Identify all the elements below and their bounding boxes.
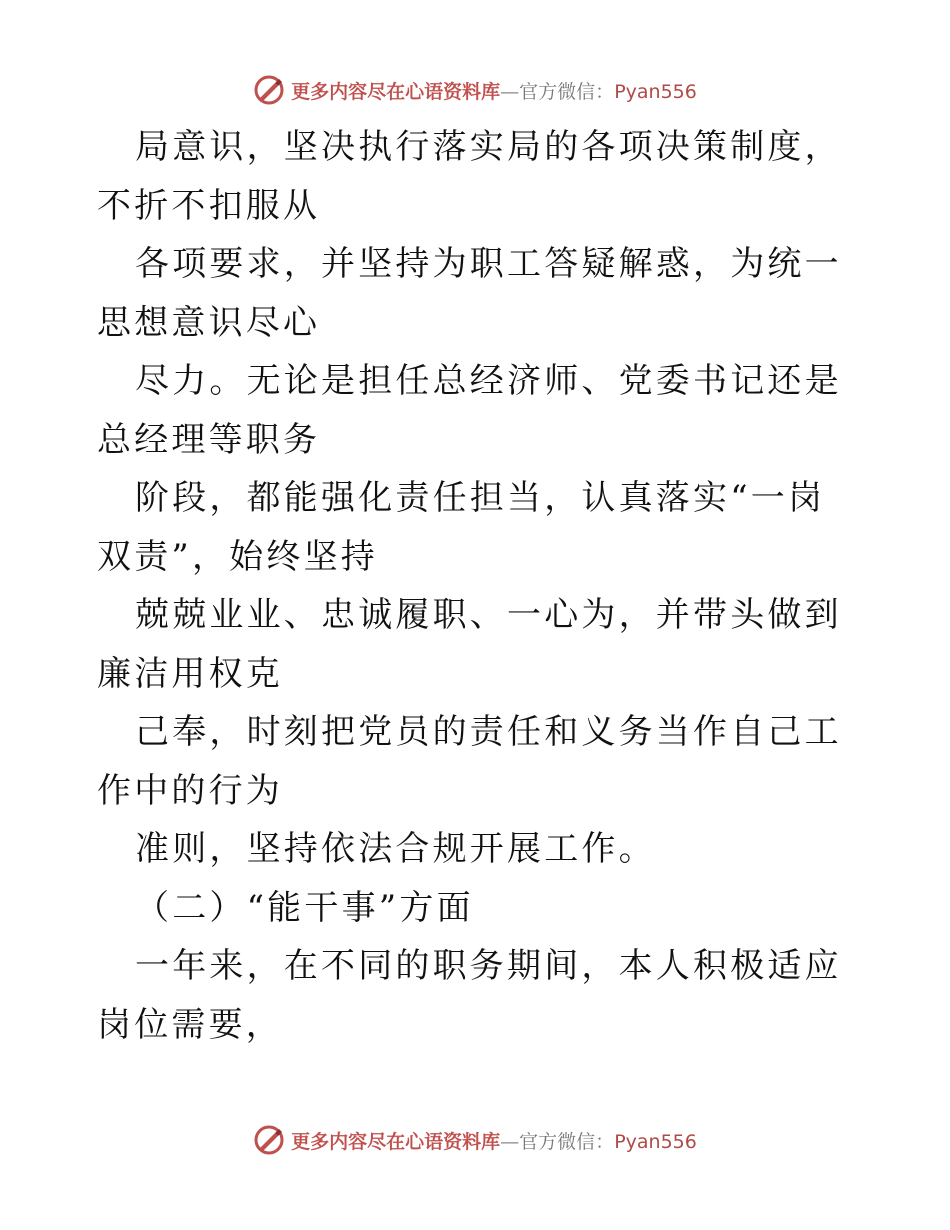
footer-banner-official: 官方微信： xyxy=(519,1130,615,1153)
section-heading: （二）“能干事”方面 xyxy=(135,887,474,928)
pen-logo-icon xyxy=(253,74,285,106)
header-banner xyxy=(0,70,950,110)
footer-banner-id: Pyan556 xyxy=(614,1130,697,1153)
header-banner-main: 更多内容尽在心语资料库 xyxy=(291,80,501,103)
footer-banner xyxy=(0,1120,950,1160)
body-paragraph: 阶段，都能强化责任担当，认真落实“一岗双责”，始终坚持 xyxy=(97,478,826,577)
pen-logo-icon xyxy=(253,1124,285,1156)
body-paragraph: 己奉，时刻把党员的责任和义务当作自己工作中的行为 xyxy=(97,712,842,811)
footer-banner-text xyxy=(291,1127,697,1154)
body-paragraph: 尽力。无论是担任总经济师、党委书记还是总经理等职务 xyxy=(97,361,842,460)
header-banner-dash: — xyxy=(500,80,520,103)
body-paragraph: 一年来，在不同的职务期间，本人积极适应岗位需要， xyxy=(97,946,842,1045)
footer-banner-dash: — xyxy=(500,1130,520,1153)
document-body xyxy=(97,118,857,1054)
body-paragraph: 各项要求，并坚持为职工答疑解惑，为统一思想意识尽心 xyxy=(97,244,842,343)
header-banner-official: 官方微信： xyxy=(519,80,615,103)
body-paragraph: 准则，坚持依法合规开展工作。 xyxy=(135,829,656,869)
footer-banner-main: 更多内容尽在心语资料库 xyxy=(291,1130,501,1153)
body-paragraph: 局意识，坚决执行落实局的各项决策制度，不折不扣服从 xyxy=(97,127,842,226)
body-paragraph: 兢兢业业、忠诚履职、一心为，并带头做到廉洁用权克 xyxy=(97,595,842,694)
header-banner-text xyxy=(291,77,697,104)
header-banner-id: Pyan556 xyxy=(614,80,697,103)
